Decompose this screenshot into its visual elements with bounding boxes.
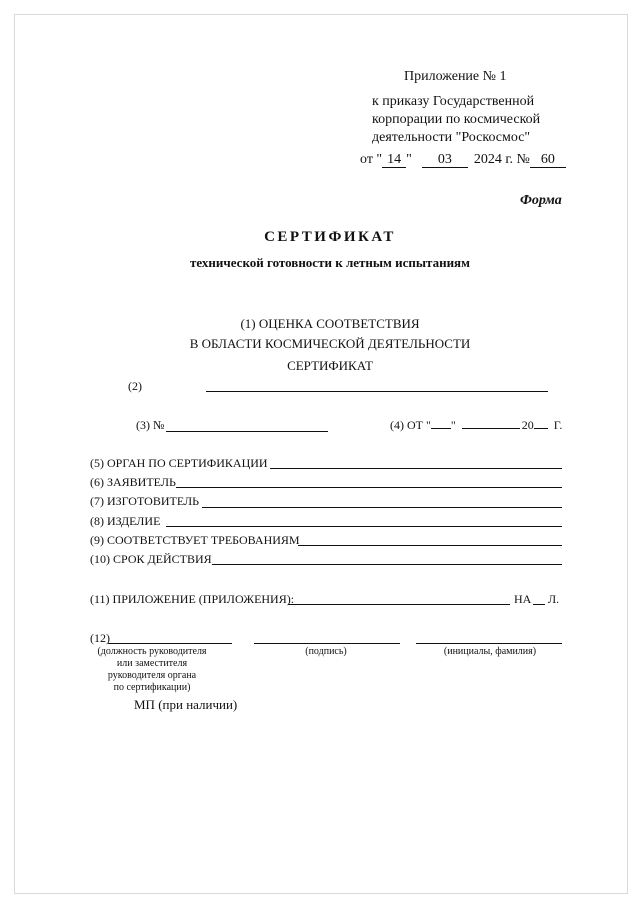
field-4-day[interactable] [431,428,451,429]
order-number: 60 [530,153,566,168]
position-caption-2: или заместителя [116,658,188,669]
field-2-label: (2) [128,379,142,393]
assessment-header-line-3: СЕРТИФИКАТ [287,358,373,373]
field-7-label: (7) ИЗГОТОВИТЕЛЬ [90,494,200,508]
name-line[interactable] [416,643,562,644]
assessment-header-line-2: В ОБЛАСТИ КОСМИЧЕСКОЙ ДЕЯТЕЛЬНОСТИ [189,336,471,351]
field-2-line[interactable] [206,391,548,392]
stamp-label: МП (при наличии) [134,697,238,712]
position-caption-4: по сертификации) [113,682,191,693]
order-date-prefix: от " [360,152,383,167]
field-5-line[interactable] [270,468,562,469]
certificate-subtitle: технической готовности к летным испытаниям [190,255,470,270]
certificate-title: СЕРТИФИКАТ [264,229,396,245]
position-caption-3: руководителя органа [107,670,197,681]
appendix-line-1: к приказу Государственной [372,94,535,109]
field-9-line[interactable] [298,545,562,546]
order-date-month: 03 [422,153,468,168]
signature-caption: (подпись) [305,646,347,657]
field-4-month[interactable] [462,428,520,429]
field-4-year[interactable] [534,428,548,429]
form-label: Форма [520,193,562,208]
field-12-label: (12) [90,631,110,645]
appendix-line-2: корпорации по космической [372,112,541,127]
name-caption: (инициалы, фамилия) [443,646,537,657]
field-11-na: НА [514,592,532,606]
field-10-line[interactable] [212,564,562,565]
field-4-year-prefix: 20 [521,418,534,432]
appendix-line-3: деятельности "Роскосмос" [372,130,531,145]
field-10-label: (10) СРОК ДЕЙСТВИЯ [90,552,212,566]
position-line[interactable] [108,643,232,644]
field-3-label: (3) № [136,418,165,432]
field-4-suffix: Г. [553,418,563,432]
field-7-line[interactable] [202,507,562,508]
field-11-sheets-suffix: Л. [548,592,560,606]
position-caption-1: (должность руководителя [97,646,207,657]
field-11-label: (11) ПРИЛОЖЕНИЕ (ПРИЛОЖЕНИЯ): [90,592,295,606]
appendix-title: Приложение № 1 [404,69,507,84]
order-date-year: 2024 г. № [473,152,530,167]
order-date-day: 14 [382,153,406,168]
field-8-label: (8) ИЗДЕЛИЕ [90,514,161,528]
field-5-label: (5) ОРГАН ПО СЕРТИФИКАЦИИ [90,456,268,470]
field-3-line[interactable] [166,431,328,432]
field-6-label: (6) ЗАЯВИТЕЛЬ [90,475,176,489]
field-6-line[interactable] [176,487,562,488]
assessment-header-line-1: (1) ОЦЕНКА СООТВЕТСТВИЯ [240,316,420,331]
field-11-line[interactable] [288,604,510,605]
field-4-line [390,419,562,431]
order-date-quote: " [406,152,412,167]
signature-line[interactable] [254,643,400,644]
field-8-line[interactable] [166,526,562,527]
field-11-sheets-line[interactable] [533,604,545,605]
order-date-line [360,153,566,168]
field-9-label: (9) СООТВЕТСТВУЕТ ТРЕБОВАНИЯМ [90,533,300,547]
field-4-prefix: (4) ОТ " [390,418,431,432]
field-4-quote: " [450,418,456,432]
